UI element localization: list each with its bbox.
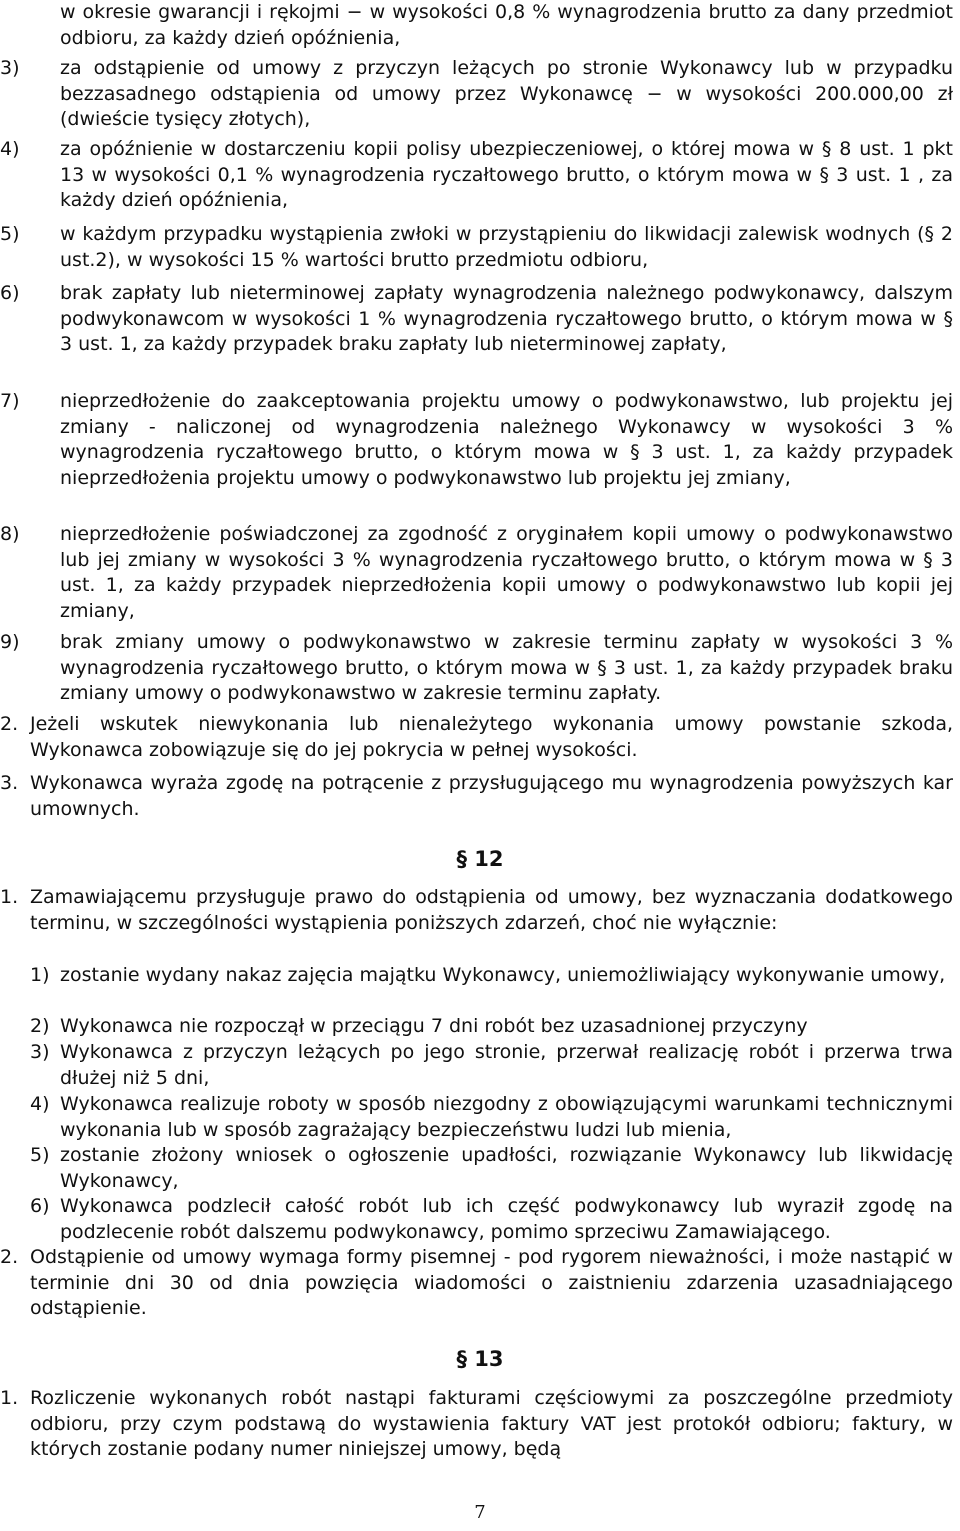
list-item-text: nieprzedłożenie do zaakceptowania projektu umowy o podwykonawstwo, lub projektu jej zmiany - naliczonej od wynagrodzenia należnego Wykonawcy w wysokości 3 % wynagrodzenia ryczałtowego brutto, o którym mowa w § 3 ust. 1, za każdy przypadek nieprzedłożenia projektu umowy o podwykonawstwo lub projektu jej zmiany, — [60, 390, 953, 489]
list-item-number: 4) — [0, 138, 20, 160]
point-text: Wykonawca wyraża zgodę na potrącenie z przysługującego mu wynagrodzenia powyższych kar umownych. — [30, 772, 953, 820]
list-item-number: 1) — [30, 964, 50, 986]
list-item-number: 2) — [30, 1015, 50, 1037]
point-number: 2. — [0, 1246, 19, 1268]
point-text: Odstąpienie od umowy wymaga formy pisemnej - pod rygorem nieważności, i może nastąpić w terminie dni 30 od dnia powzięcia wiadomości o zaistnieniu zdarzenia uzasadniającego odstąpienie. — [30, 1246, 953, 1319]
section-heading: § 13 — [456, 1347, 504, 1371]
point-text: Zamawiającemu przysługuje prawo do odstąpienia od umowy, bez wyznaczania dodatkowego terminu, w szczególności wystąpienia poniższych zdarzeń, choć nie wyłącznie: — [30, 886, 953, 934]
point-number: 2. — [0, 713, 19, 735]
point-text: Rozliczenie wykonanych robót nastąpi fakturami częściowymi za poszczególne przedmioty odbioru, przy czym podstawą do wystawienia faktury VAT jest protokół odbioru; faktury, w których zostanie podany numer niniejszej umowy, będą — [30, 1387, 953, 1460]
list-item-text: za opóźnienie w dostarczeniu kopii polisy ubezpieczeniowej, o której mowa w § 8 ust. 1 pkt 13 w wysokości 0,1 % wynagrodzenia ryczałtowego brutto, o którym mowa w § 3 ust. 1 , za każdy dzień opóźnienia, — [60, 138, 953, 211]
list-item-number: 8) — [0, 523, 20, 545]
list-item-text: nieprzedłożenie poświadczonej za zgodność z oryginałem kopii umowy o podwykonawstwo lub jej zmiany w wysokości 3 % wynagrodzenia ryczałtowego brutto, o którym mowa w § 3 ust. 1, za każdy przypadek nieprzedłożenia kopii umowy o podwykonawstwo lub kopii jej zmiany, — [60, 523, 953, 622]
continuation-text: w okresie gwarancji i rękojmi − w wysokości 0,8 % wynagrodzenia brutto za dany przedmiot odbioru, za każdy dzień opóźnienia, — [60, 1, 953, 49]
point-text: Jeżeli wskutek niewykonania lub nienależytego wykonania umowy powstanie szkoda, Wykonawca zobowiązuje się do jej pokrycia w pełnej wysokości. — [30, 713, 953, 761]
list-item-number: 6) — [0, 282, 20, 304]
list-item-text: zostanie wydany nakaz zajęcia majątku Wykonawcy, uniemożliwiający wykonywanie umowy, — [60, 964, 946, 986]
point-number: 1. — [0, 886, 19, 908]
list-item-number: 4) — [30, 1093, 50, 1115]
section-heading: § 12 — [456, 847, 504, 871]
list-item-text: w każdym przypadku wystąpienia zwłoki w przystąpieniu do likwidacji zalewisk wodnych (§ 2 ust.2), w wysokości 15 % wartości brutto przedmiotu odbioru, — [60, 223, 953, 271]
point-number: 1. — [0, 1387, 19, 1409]
list-item-text: brak zmiany umowy o podwykonawstwo w zakresie terminu zapłaty w wysokości 3 % wynagrodzenia ryczałtowego brutto, o którym mowa w § 3 ust. 1, za każdy przypadek braku zmiany umowy o podwykonawstwo w zakresie terminu zapłaty. — [60, 631, 953, 704]
list-item-number: 5) — [30, 1144, 50, 1166]
list-item-text: Wykonawca podzlecił całość robót lub ich część podwykonawcy lub wyraził zgodę na podzlecenie robót dalszemu podwykonawcy, pomimo sprzeciwu Zamawiającego. — [60, 1195, 953, 1243]
list-item-number: 6) — [30, 1195, 50, 1217]
list-item-text: zostanie złożony wniosek o ogłoszenie upadłości, rozwiązanie Wykonawcy lub likwidację Wykonawcy, — [60, 1144, 953, 1192]
list-item-text: brak zapłaty lub nieterminowej zapłaty wynagrodzenia należnego podwykonawcy, dalszym podwykonawcom w wysokości 1 % wynagrodzenia ryczałtowego brutto, o którym mowa w § 3 ust. 1, za każdy przypadek braku zapłaty lub nieterminowej zapłaty, — [60, 282, 953, 355]
point-number: 3. — [0, 772, 19, 794]
list-item-text: Wykonawca realizuje roboty w sposób niezgodny z obowiązującymi warunkami technicznymi wykonania lub w sposób zagrażający bezpieczeństwu ludzi lub mienia, — [60, 1093, 953, 1141]
list-item-number: 5) — [0, 223, 20, 245]
list-item-number: 3) — [30, 1041, 50, 1063]
list-item-number: 7) — [0, 390, 20, 412]
list-item-text: za odstąpienie od umowy z przyczyn leżących po stronie Wykonawcy lub w przypadku bezzasadnego odstąpienia od umowy przez Wykonawcę − w wysokości 200.000,00 zł (dwieście tysięcy złotych), — [60, 57, 953, 130]
page-number: 7 — [474, 1502, 486, 1523]
list-item-text: Wykonawca nie rozpoczął w przeciągu 7 dni robót bez uzasadnionej przyczyny — [60, 1015, 808, 1037]
list-item-number: 3) — [0, 57, 20, 79]
list-item-number: 9) — [0, 631, 20, 653]
list-item-text: Wykonawca z przyczyn leżących po jego stronie, przerwał realizację robót i przerwa trwa dłużej niż 5 dni, — [60, 1041, 953, 1089]
